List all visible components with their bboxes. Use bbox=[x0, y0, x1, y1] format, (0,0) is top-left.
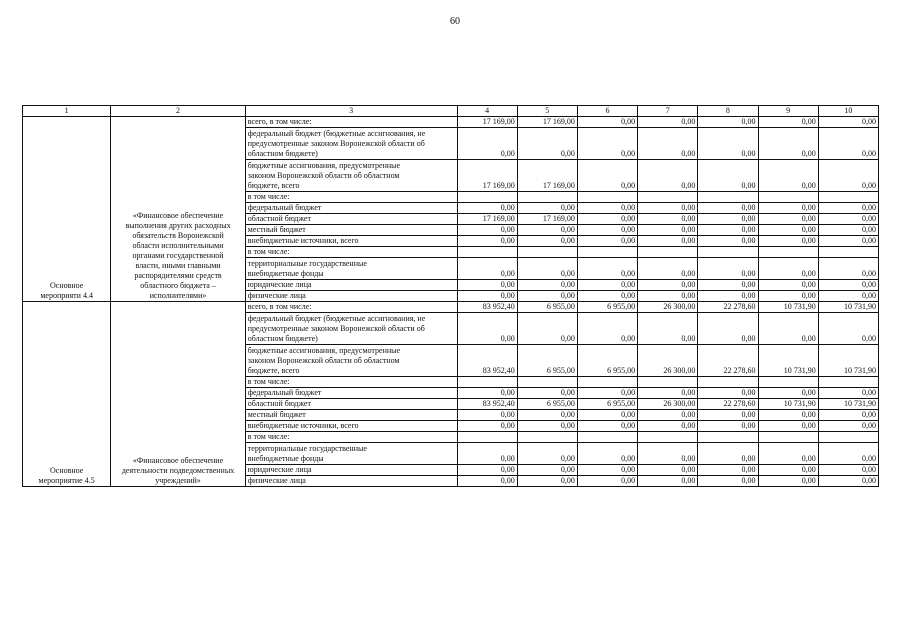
column-header-6: 6 bbox=[577, 106, 637, 117]
amount-cell-col-8: 0,00 bbox=[698, 160, 758, 192]
amount-cell-col-10 bbox=[818, 247, 878, 258]
amount-cell-col-8: 22 278,60 bbox=[698, 399, 758, 410]
amount-cell-col-8: 0,00 bbox=[698, 443, 758, 465]
activity-name: Основное мероприяти 4.4 bbox=[23, 117, 111, 302]
budget-table-body bbox=[23, 106, 879, 487]
activity-name: Основное мероприятие 4.5 bbox=[23, 302, 111, 487]
amount-cell-col-10: 10 731,90 bbox=[818, 345, 878, 377]
amount-cell-col-9 bbox=[758, 377, 818, 388]
funding-source-label: местный бюджет bbox=[245, 410, 457, 421]
amount-cell-col-7: 26 300,00 bbox=[638, 302, 698, 313]
amount-cell-col-5: 0,00 bbox=[517, 280, 577, 291]
column-header-1: 1 bbox=[23, 106, 111, 117]
amount-cell-col-10 bbox=[818, 192, 878, 203]
funding-source-label: территориальные государственные внебюджетные фонды bbox=[245, 258, 457, 280]
amount-cell-col-8 bbox=[698, 247, 758, 258]
amount-cell-col-6 bbox=[577, 192, 637, 203]
amount-cell-col-5: 0,00 bbox=[517, 313, 577, 345]
funding-source-label: юридические лица bbox=[245, 465, 457, 476]
activity-description: «Финансовое обеспечение выполнения других расходных обязательств Воронежской области исполнительными органами государственной власти, иными главными распорядителями средств областного бюджета – исполнителями» bbox=[111, 117, 245, 302]
amount-cell-col-5: 0,00 bbox=[517, 421, 577, 432]
amount-cell-col-9: 0,00 bbox=[758, 465, 818, 476]
amount-cell-col-8: 0,00 bbox=[698, 258, 758, 280]
amount-cell-col-10: 0,00 bbox=[818, 117, 878, 128]
amount-cell-col-8: 0,00 bbox=[698, 291, 758, 302]
amount-cell-col-8: 0,00 bbox=[698, 465, 758, 476]
amount-cell-col-9: 0,00 bbox=[758, 410, 818, 421]
funding-source-label: федеральный бюджет (бюджетные ассигнования, не предусмотренные законом Воронежской области об областном бюджете) bbox=[245, 313, 457, 345]
amount-cell-col-10: 0,00 bbox=[818, 160, 878, 192]
amount-cell-col-8: 0,00 bbox=[698, 214, 758, 225]
amount-cell-col-6: 0,00 bbox=[577, 421, 637, 432]
amount-cell-col-6 bbox=[577, 432, 637, 443]
amount-cell-col-4: 0,00 bbox=[457, 443, 517, 465]
amount-cell-col-5 bbox=[517, 377, 577, 388]
amount-cell-col-7: 0,00 bbox=[638, 476, 698, 487]
amount-cell-col-9 bbox=[758, 432, 818, 443]
column-header-10: 10 bbox=[818, 106, 878, 117]
funding-source-label: федеральный бюджет bbox=[245, 388, 457, 399]
amount-cell-col-9: 0,00 bbox=[758, 225, 818, 236]
amount-cell-col-4 bbox=[457, 192, 517, 203]
amount-cell-col-8 bbox=[698, 377, 758, 388]
funding-source-label: федеральный бюджет (бюджетные ассигнования, не предусмотренные законом Воронежской области об областном бюджете) bbox=[245, 128, 457, 160]
funding-source-label: физические лица bbox=[245, 476, 457, 487]
amount-cell-col-7: 0,00 bbox=[638, 117, 698, 128]
funding-source-label: юридические лица bbox=[245, 280, 457, 291]
amount-cell-col-6: 6 955,00 bbox=[577, 399, 637, 410]
amount-cell-col-7: 0,00 bbox=[638, 280, 698, 291]
amount-cell-col-4: 0,00 bbox=[457, 225, 517, 236]
amount-cell-col-9: 0,00 bbox=[758, 128, 818, 160]
amount-cell-col-6: 0,00 bbox=[577, 465, 637, 476]
amount-cell-col-10: 0,00 bbox=[818, 214, 878, 225]
amount-cell-col-7: 0,00 bbox=[638, 203, 698, 214]
amount-cell-col-9: 0,00 bbox=[758, 214, 818, 225]
funding-source-label: местный бюджет bbox=[245, 225, 457, 236]
amount-cell-col-7: 0,00 bbox=[638, 236, 698, 247]
amount-cell-col-10: 0,00 bbox=[818, 291, 878, 302]
amount-cell-col-6: 0,00 bbox=[577, 117, 637, 128]
amount-cell-col-7 bbox=[638, 192, 698, 203]
funding-source-label: всего, в том числе: bbox=[245, 117, 457, 128]
amount-cell-col-7 bbox=[638, 432, 698, 443]
amount-cell-col-9: 0,00 bbox=[758, 291, 818, 302]
amount-cell-col-6: 0,00 bbox=[577, 258, 637, 280]
column-header-5: 5 bbox=[517, 106, 577, 117]
amount-cell-col-8: 0,00 bbox=[698, 410, 758, 421]
amount-cell-col-5: 0,00 bbox=[517, 388, 577, 399]
amount-cell-col-5 bbox=[517, 432, 577, 443]
column-header-4: 4 bbox=[457, 106, 517, 117]
amount-cell-col-5: 17 169,00 bbox=[517, 117, 577, 128]
amount-cell-col-6: 0,00 bbox=[577, 236, 637, 247]
amount-cell-col-7 bbox=[638, 247, 698, 258]
amount-cell-col-5: 0,00 bbox=[517, 410, 577, 421]
amount-cell-col-9: 0,00 bbox=[758, 117, 818, 128]
amount-cell-col-7: 0,00 bbox=[638, 225, 698, 236]
amount-cell-col-4 bbox=[457, 377, 517, 388]
amount-cell-col-8: 0,00 bbox=[698, 313, 758, 345]
amount-cell-col-10: 0,00 bbox=[818, 476, 878, 487]
amount-cell-col-5: 0,00 bbox=[517, 291, 577, 302]
column-header-3: 3 bbox=[245, 106, 457, 117]
amount-cell-col-4: 0,00 bbox=[457, 128, 517, 160]
amount-cell-col-10: 0,00 bbox=[818, 410, 878, 421]
amount-cell-col-9: 0,00 bbox=[758, 388, 818, 399]
column-header-8: 8 bbox=[698, 106, 758, 117]
amount-cell-col-5: 17 169,00 bbox=[517, 214, 577, 225]
amount-cell-col-7: 26 300,00 bbox=[638, 399, 698, 410]
column-header-9: 9 bbox=[758, 106, 818, 117]
amount-cell-col-4: 17 169,00 bbox=[457, 160, 517, 192]
amount-cell-col-4: 0,00 bbox=[457, 421, 517, 432]
amount-cell-col-4: 0,00 bbox=[457, 410, 517, 421]
amount-cell-col-5: 0,00 bbox=[517, 128, 577, 160]
amount-cell-col-8 bbox=[698, 432, 758, 443]
amount-cell-col-4: 17 169,00 bbox=[457, 117, 517, 128]
amount-cell-col-4 bbox=[457, 247, 517, 258]
amount-cell-col-6: 0,00 bbox=[577, 410, 637, 421]
amount-cell-col-6: 0,00 bbox=[577, 128, 637, 160]
amount-cell-col-9: 0,00 bbox=[758, 443, 818, 465]
amount-cell-col-6 bbox=[577, 247, 637, 258]
header-row bbox=[23, 106, 879, 117]
amount-cell-col-10: 0,00 bbox=[818, 236, 878, 247]
amount-cell-col-10: 10 731,90 bbox=[818, 399, 878, 410]
column-header-2: 2 bbox=[111, 106, 245, 117]
amount-cell-col-8: 0,00 bbox=[698, 117, 758, 128]
amount-cell-col-7: 0,00 bbox=[638, 160, 698, 192]
amount-cell-col-10: 0,00 bbox=[818, 465, 878, 476]
amount-cell-col-7: 0,00 bbox=[638, 421, 698, 432]
amount-cell-col-7: 0,00 bbox=[638, 214, 698, 225]
amount-cell-col-9: 0,00 bbox=[758, 258, 818, 280]
amount-cell-col-8: 0,00 bbox=[698, 225, 758, 236]
amount-cell-col-10: 0,00 bbox=[818, 443, 878, 465]
amount-cell-col-8: 0,00 bbox=[698, 476, 758, 487]
amount-cell-col-10: 10 731,90 bbox=[818, 302, 878, 313]
amount-cell-col-9 bbox=[758, 192, 818, 203]
amount-cell-col-4: 0,00 bbox=[457, 476, 517, 487]
amount-cell-col-9: 0,00 bbox=[758, 313, 818, 345]
amount-cell-col-8: 0,00 bbox=[698, 203, 758, 214]
amount-cell-col-6: 0,00 bbox=[577, 313, 637, 345]
amount-cell-col-7: 0,00 bbox=[638, 465, 698, 476]
amount-cell-col-4: 0,00 bbox=[457, 313, 517, 345]
amount-cell-col-8: 0,00 bbox=[698, 388, 758, 399]
amount-cell-col-5: 0,00 bbox=[517, 476, 577, 487]
amount-cell-col-4: 0,00 bbox=[457, 291, 517, 302]
funding-source-label: областной бюджет bbox=[245, 214, 457, 225]
amount-cell-col-8: 22 278,60 bbox=[698, 302, 758, 313]
amount-cell-col-6 bbox=[577, 377, 637, 388]
amount-cell-col-5: 17 169,00 bbox=[517, 160, 577, 192]
amount-cell-col-5: 0,00 bbox=[517, 203, 577, 214]
amount-cell-col-6: 0,00 bbox=[577, 443, 637, 465]
funding-source-label: федеральный бюджет bbox=[245, 203, 457, 214]
amount-cell-col-6: 0,00 bbox=[577, 291, 637, 302]
amount-cell-col-8: 0,00 bbox=[698, 280, 758, 291]
amount-cell-col-5 bbox=[517, 247, 577, 258]
amount-cell-col-8: 22 278,60 bbox=[698, 345, 758, 377]
funding-source-label: в том числе: bbox=[245, 192, 457, 203]
amount-cell-col-10: 0,00 bbox=[818, 280, 878, 291]
funding-source-label: в том числе: bbox=[245, 377, 457, 388]
amount-cell-col-6: 0,00 bbox=[577, 160, 637, 192]
amount-cell-col-7 bbox=[638, 377, 698, 388]
amount-cell-col-6: 0,00 bbox=[577, 214, 637, 225]
amount-cell-col-6: 0,00 bbox=[577, 225, 637, 236]
amount-cell-col-7: 0,00 bbox=[638, 313, 698, 345]
amount-cell-col-9 bbox=[758, 247, 818, 258]
amount-cell-col-5: 0,00 bbox=[517, 236, 577, 247]
amount-cell-col-7: 0,00 bbox=[638, 388, 698, 399]
amount-cell-col-5: 0,00 bbox=[517, 443, 577, 465]
amount-cell-col-5: 0,00 bbox=[517, 465, 577, 476]
amount-cell-col-4 bbox=[457, 432, 517, 443]
amount-cell-col-8: 0,00 bbox=[698, 128, 758, 160]
amount-cell-col-4: 0,00 bbox=[457, 236, 517, 247]
amount-cell-col-5: 0,00 bbox=[517, 258, 577, 280]
budget-table bbox=[22, 105, 879, 487]
amount-cell-col-5: 6 955,00 bbox=[517, 345, 577, 377]
amount-cell-col-9: 10 731,90 bbox=[758, 302, 818, 313]
amount-cell-col-10: 0,00 bbox=[818, 258, 878, 280]
amount-cell-col-9: 0,00 bbox=[758, 236, 818, 247]
amount-cell-col-5: 6 955,00 bbox=[517, 399, 577, 410]
amount-cell-col-10: 0,00 bbox=[818, 128, 878, 160]
amount-cell-col-8 bbox=[698, 192, 758, 203]
amount-cell-col-4: 0,00 bbox=[457, 465, 517, 476]
amount-cell-col-8: 0,00 bbox=[698, 421, 758, 432]
funding-source-label: всего, в том числе: bbox=[245, 302, 457, 313]
funding-source-label: внебюджетные источники, всего bbox=[245, 236, 457, 247]
funding-source-label: физические лица bbox=[245, 291, 457, 302]
amount-cell-col-7: 0,00 bbox=[638, 291, 698, 302]
amount-cell-col-7: 0,00 bbox=[638, 258, 698, 280]
amount-cell-col-10 bbox=[818, 432, 878, 443]
amount-cell-col-6: 0,00 bbox=[577, 476, 637, 487]
amount-cell-col-9: 10 731,90 bbox=[758, 399, 818, 410]
amount-cell-col-10: 0,00 bbox=[818, 313, 878, 345]
amount-cell-col-10: 0,00 bbox=[818, 388, 878, 399]
amount-cell-col-9: 0,00 bbox=[758, 280, 818, 291]
amount-cell-col-6: 6 955,00 bbox=[577, 345, 637, 377]
amount-cell-col-4: 17 169,00 bbox=[457, 214, 517, 225]
funding-source-label: территориальные государственные внебюджетные фонды bbox=[245, 443, 457, 465]
amount-cell-col-7: 0,00 bbox=[638, 128, 698, 160]
amount-cell-col-4: 0,00 bbox=[457, 388, 517, 399]
amount-cell-col-7: 0,00 bbox=[638, 410, 698, 421]
amount-cell-col-4: 0,00 bbox=[457, 203, 517, 214]
amount-cell-col-5: 6 955,00 bbox=[517, 302, 577, 313]
column-header-7: 7 bbox=[638, 106, 698, 117]
amount-cell-col-4: 83 952,40 bbox=[457, 302, 517, 313]
amount-cell-col-6: 6 955,00 bbox=[577, 302, 637, 313]
amount-cell-col-4: 0,00 bbox=[457, 280, 517, 291]
page-number: 60 bbox=[450, 16, 460, 27]
amount-cell-col-9: 0,00 bbox=[758, 476, 818, 487]
amount-cell-col-4: 83 952,40 bbox=[457, 399, 517, 410]
amount-cell-col-6: 0,00 bbox=[577, 203, 637, 214]
amount-cell-col-10: 0,00 bbox=[818, 421, 878, 432]
funding-source-label: в том числе: bbox=[245, 432, 457, 443]
amount-cell-col-5 bbox=[517, 192, 577, 203]
amount-cell-col-9: 0,00 bbox=[758, 421, 818, 432]
amount-cell-col-6: 0,00 bbox=[577, 388, 637, 399]
amount-cell-col-9: 0,00 bbox=[758, 160, 818, 192]
funding-source-label: бюджетные ассигнования, предусмотренные законом Воронежской области об областном бюджете, всего bbox=[245, 345, 457, 377]
amount-cell-col-4: 83 952,40 bbox=[457, 345, 517, 377]
amount-cell-col-7: 26 300,00 bbox=[638, 345, 698, 377]
amount-cell-col-10: 0,00 bbox=[818, 203, 878, 214]
amount-cell-col-9: 10 731,90 bbox=[758, 345, 818, 377]
amount-cell-col-4: 0,00 bbox=[457, 258, 517, 280]
funding-source-label: внебюджетные источники, всего bbox=[245, 421, 457, 432]
amount-cell-col-9: 0,00 bbox=[758, 203, 818, 214]
amount-cell-col-8: 0,00 bbox=[698, 236, 758, 247]
amount-cell-col-7: 0,00 bbox=[638, 443, 698, 465]
amount-cell-col-6: 0,00 bbox=[577, 280, 637, 291]
table-row bbox=[23, 117, 879, 128]
funding-source-label: областной бюджет bbox=[245, 399, 457, 410]
funding-source-label: бюджетные ассигнования, предусмотренные законом Воронежской области об областном бюджете, всего bbox=[245, 160, 457, 192]
amount-cell-col-5: 0,00 bbox=[517, 225, 577, 236]
funding-source-label: в том числе: bbox=[245, 247, 457, 258]
amount-cell-col-10: 0,00 bbox=[818, 225, 878, 236]
amount-cell-col-10 bbox=[818, 377, 878, 388]
activity-description: «Финансовое обеспечение деятельности подведомственных учреждений» bbox=[111, 302, 245, 487]
table-row bbox=[23, 302, 879, 313]
